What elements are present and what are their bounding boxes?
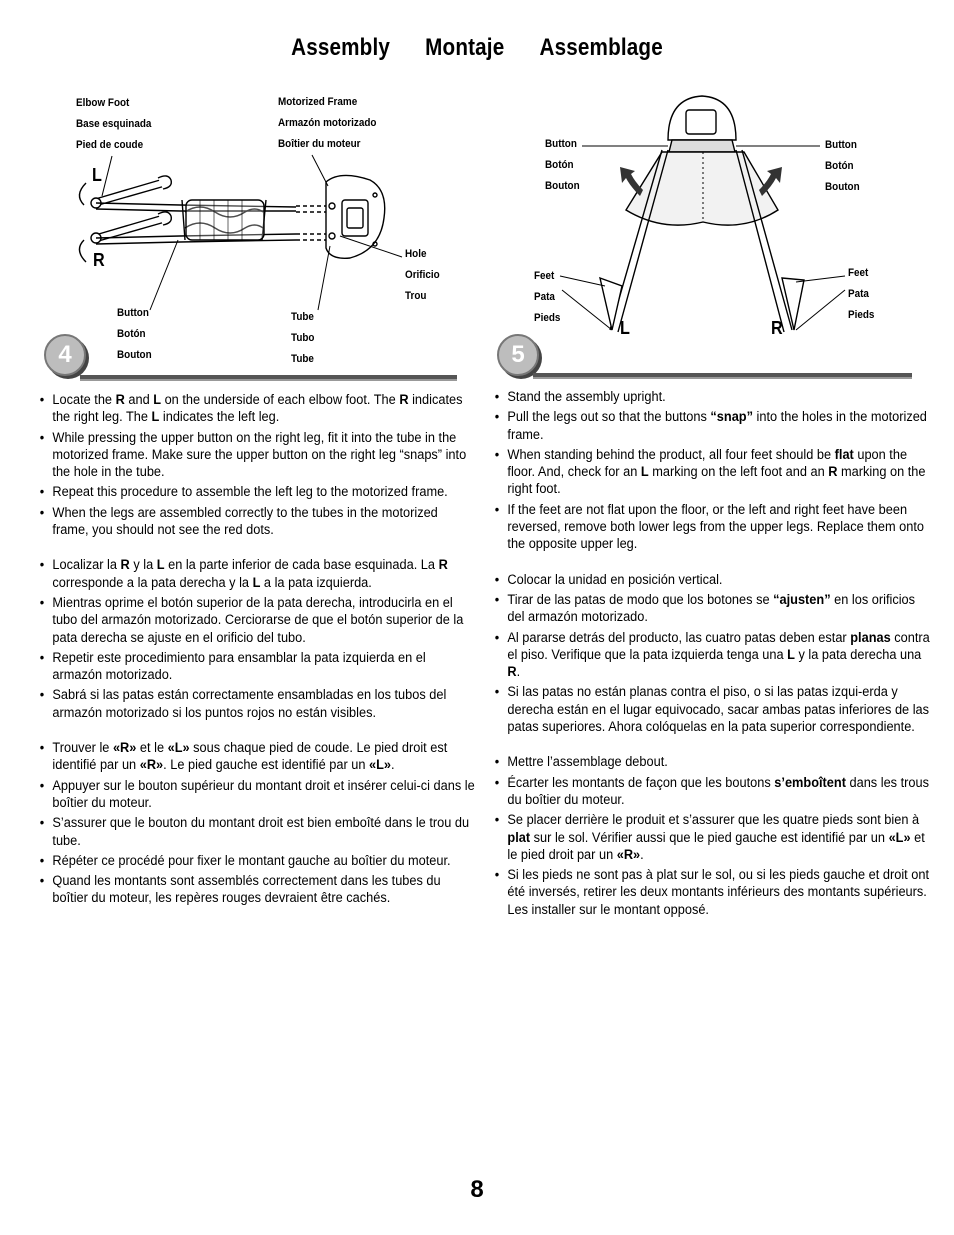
step4-badge: 4 [44,334,86,376]
instruction-item: • Tirar de las patas de modo que los botones se “ajusten” en los orificios del armazón motorizado. [493,592,931,627]
instruction-item: • Se placer derrière le produit et s’assurer que les quatre pieds sont bien à plat sur le sol. Vérifier aussi que le pied gauche est identifié par un «L» et le pied droit par un «R». [493,812,931,864]
label-motorized-frame: Motorized Frame Armazón motorizado Boîtier du moteur [278,96,377,150]
right-leg-mark: R [93,250,105,270]
right-foot-mark: R [771,318,783,338]
instruction-item: • When the legs are assembled correctly to the tubes in the motorized frame, you should not see the red dots. [38,505,476,540]
step4-french [38,740,475,908]
instruction-item: • Mettre l’assemblage debout. [493,754,931,771]
title-english: Assembly [291,34,391,61]
instruction-item: • While pressing the upper button on the right leg, fit it into the tube in the motorized frame. Make sure the upper button on the right leg “snaps” into the hole in the tube. [38,430,476,482]
step5-badge: 5 [497,334,539,376]
instruction-item: • Sabrá si las patas están correctamente ensambladas en los tubos del armazón motorizado si los puntos rojos no están visibles. [38,687,476,722]
instruction-item: • Écarter les montants de façon que les boutons s’emboîtent dans les trous du boîtier du moteur. [493,775,931,810]
step5-spanish [493,571,930,737]
step4-english [38,392,467,539]
label-feet-left: Feet Pata Pieds [534,270,561,324]
step5-english [493,389,927,554]
instruction-item: • S’assurer que le bouton du montant droit est bien emboîté dans le trou du tube. [38,815,476,850]
step5-rule [533,373,912,377]
instruction-item: • Si les pieds ne sont pas à plat sur le sol, ou si les pieds gauche et droit ont été inversés, retirer les deux montants inférieurs des montants supérieurs. Les installer sur le montant opposé. [493,867,931,919]
page-number: 8 [470,1176,484,1203]
instruction-item: • Al pararse detrás del producto, las cuatro patas deben estar planas contra el piso. Verifique que la pata izquierda tenga una L y la pata derecha una R. [493,630,931,682]
label-tube: Tube Tubo Tube [291,311,315,365]
label-feet-right: Feet Pata Pieds [848,267,875,321]
title-spanish: Montaje [425,34,505,61]
step5-illustration [0,0,954,400]
label-button-left: Button Botón Bouton [545,138,580,192]
label-elbow-foot: Elbow Foot Base esquinada Pied de coude [76,97,152,151]
label-button-step4: Button Botón Bouton [117,307,152,361]
instruction-item: • When standing behind the product, all four feet should be flat upon the floor. And, check for an L marking on the left foot and an R marking on the right foot. [493,447,931,499]
instruction-item: • Si las patas no están planas contra el piso, o si las patas izqui-erda y derecha están en el lugar equivocado, sacar ambas patas inferiores de las patas superiores. Ahora colóquelas en la pata superior correspondiente. [493,684,931,736]
instruction-item: • Quand les montants sont assemblés correctement dans les tubes du boîtier du moteur, les repères rouges devraient être cachés. [38,873,476,908]
instruction-item: • Locate the R and L on the underside of each elbow foot. The R indicates the right leg. The L indicates the left leg. [38,392,476,427]
instruction-item: • Pull the legs out so that the buttons “snap” into the holes in the motorized frame. [493,409,931,444]
label-hole: Hole Orificio Trou [405,248,440,302]
label-button-right: Button Botón Bouton [825,139,860,193]
instruction-item: • Stand the assembly upright. [493,389,931,406]
instruction-item: • Répéter ce procédé pour fixer le montant gauche au boîtier du moteur. [38,853,476,870]
step4-spanish [38,557,462,722]
step4-instructions [38,392,475,911]
instruction-item: • Mientras oprime el botón superior de la pata derecha, introducirla en el tubo del armazón motorizado. Cerciorarse de que el botón superior de la pata derecha se ajuste en el orificio del tubo. [38,595,476,647]
instruction-item: • Colocar la unidad en posición vertical. [493,572,931,589]
instruction-item: • Repeat this procedure to assemble the left leg to the motorized frame. [38,484,476,501]
step5-french [493,754,930,919]
instruction-item: • Repetir este procedimiento para ensamblar la pata izquierda en el armazón motorizado. [38,650,476,685]
instruction-item: • Trouver le «R» et le «L» sous chaque pied de coude. Le pied droit est identifié par un «R». Le pied gauche est identifié par un «L». [38,740,476,775]
instruction-item: • Appuyer sur le bouton supérieur du montant droit et insérer celui-ci dans le boîtier du moteur. [38,778,476,813]
instruction-item: • If the feet are not flat upon the floor, or the left and right feet have been reversed, remove both lower legs from the upper legs. Replace them onto the opposite upper leg. [493,502,931,554]
left-foot-mark: L [620,318,630,338]
title-french: Assemblage [539,34,663,61]
left-leg-mark: L [92,165,102,185]
instruction-item: • Localizar la R y la L en la parte inferior de cada base esquinada. La R corresponde a la pata derecha y la L a la pata izquierda. [38,557,476,592]
step5-instructions [493,389,930,922]
